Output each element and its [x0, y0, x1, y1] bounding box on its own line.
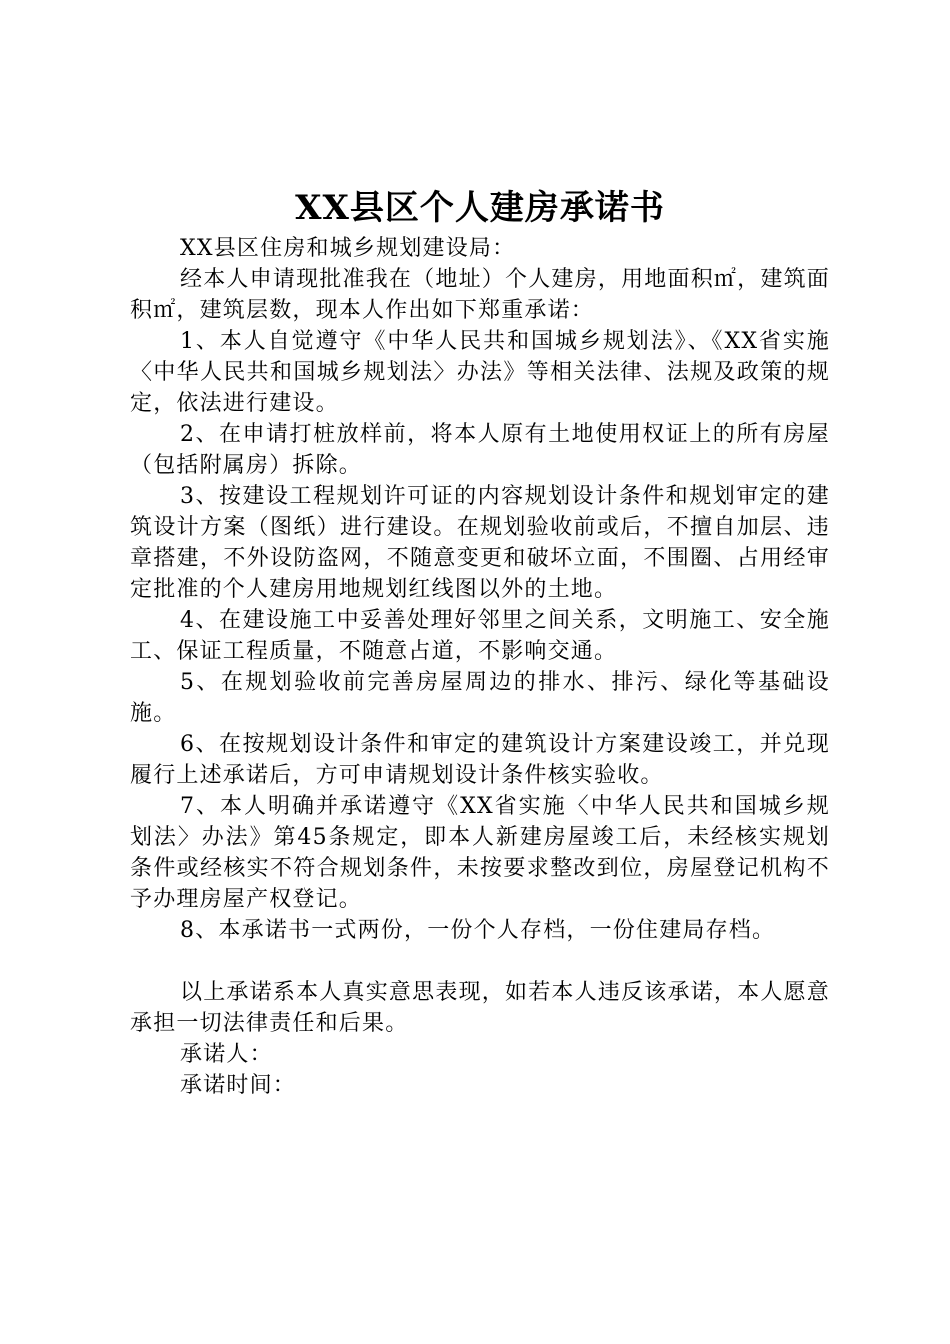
signer-label: 承诺人： — [180, 1042, 273, 1067]
commitment-item-8: 8、本承诺书一式两份，一份个人存档，一份住建局存档。 — [180, 918, 776, 943]
commitment-item-4: 4、在建设施工中妥善处理好邻里之间关系，文明施工、安全施工、保证工程质量，不随意占道，不影响交通。 — [130, 608, 830, 664]
document-title: XX县区个人建房承诺书 — [295, 188, 665, 228]
intro-paragraph: 经本人申请现批准我在（地址）个人建房，用地面积㎡，建筑面积㎡，建筑层数，现本人作出如下郑重承诺： — [130, 267, 830, 323]
blank-line — [130, 946, 830, 977]
date-label: 承诺时间： — [180, 1073, 297, 1098]
commitment-item-2: 2、在申请打桩放样前，将本人原有土地使用权证上的所有房屋（包括附属房）拆除。 — [130, 422, 830, 478]
commitment-item-5: 5、在规划验收前完善房屋周边的排水、排污、绿化等基础设施。 — [130, 670, 830, 726]
closing-paragraph: 以上承诺系本人真实意思表现，如若本人违反该承诺，本人愿意承担一切法律责任和后果。 — [130, 980, 830, 1036]
commitment-item-7: 7、本人明确并承诺遵守《XX省实施〈中华人民共和国城乡规划法〉办法》第45条规定，即本人新建房屋竣工后，未经核实规划条件或经核实不符合规划条件，未按要求整改到位，房屋登记机构不予办理房屋产权登记。 — [130, 794, 830, 912]
commitment-item-6: 6、在按规划设计条件和审定的建筑设计方案建设竣工，并兑现履行上述承诺后，方可申请规划设计条件核实验收。 — [130, 732, 830, 788]
commitment-item-3: 3、按建设工程规划许可证的内容规划设计条件和规划审定的建筑设计方案（图纸）进行建设。在规划验收前或后，不擅自加层、违章搭建，不外设防盗网，不随意变更和破坏立面，不围圈、占用经审定批准的个人建房用地规划红线图以外的土地。 — [130, 484, 830, 602]
addressee: XX县区住房和城乡规划建设局： — [180, 236, 516, 261]
commitment-item-1: 1、本人自觉遵守《中华人民共和国城乡规划法》、《XX省实施〈中华人民共和国城乡规划法〉办法》等相关法律、法规及政策的规定，依法进行建设。 — [130, 329, 830, 416]
document-page — [130, 185, 830, 1101]
